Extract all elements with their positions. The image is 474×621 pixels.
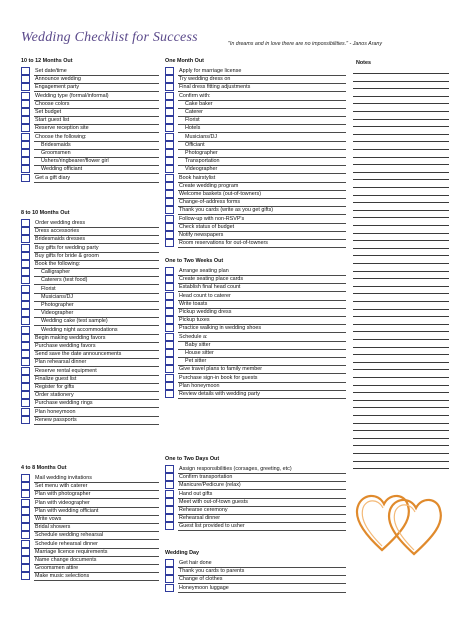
checkbox[interactable] — [21, 482, 30, 490]
checkbox[interactable] — [165, 206, 174, 214]
notes-line[interactable] — [353, 445, 449, 446]
checkbox[interactable] — [165, 324, 174, 332]
checkbox[interactable] — [21, 124, 30, 132]
checklist-item-label: Bridesmaids — [41, 141, 71, 148]
checkbox[interactable] — [165, 83, 174, 91]
checklist-item-label: Groomsmen — [41, 150, 71, 156]
checklist-item-label: Schedule wedding rehearsal — [35, 532, 104, 539]
checklist-item-label: Reserve rental equipment — [35, 367, 97, 374]
checkbox[interactable] — [21, 515, 30, 523]
checklist-item-label: Follow-up with non-RSVP's — [179, 215, 245, 222]
checkbox[interactable] — [165, 292, 174, 300]
checkbox[interactable] — [165, 92, 174, 100]
item-underline — [34, 580, 159, 581]
item-underline — [178, 592, 346, 593]
checklist-item-label: Photographer — [185, 150, 218, 156]
section-heading: One Month Out — [165, 58, 204, 64]
checkbox[interactable] — [21, 531, 30, 539]
checklist-item-label: Write toasts — [179, 300, 208, 307]
checklist-item-label: Florist — [185, 117, 200, 124]
checklist-item-label: Apply for marriage license — [179, 68, 242, 74]
checklist-item-label: Marriage licence requirements — [35, 548, 108, 555]
checklist-item-label: Purchase sign-in book for guests — [179, 374, 258, 381]
checklist-item-label: Buy gifts for wedding party — [35, 244, 99, 251]
checklist-item-label: Plan with videographer — [35, 499, 90, 506]
checkbox[interactable] — [21, 268, 30, 276]
checklist-item-label: Groomsmen attire — [35, 565, 79, 572]
checkbox[interactable] — [21, 548, 30, 556]
checklist-item-label: Choose the following: — [35, 133, 87, 140]
checklist-item-label: Thank you cards (write as you get gifts) — [179, 207, 274, 214]
checklist-item — [165, 522, 347, 531]
checkbox[interactable] — [165, 514, 174, 522]
section-heading: Wedding Day — [165, 550, 200, 556]
checklist-item-label: Set budget — [35, 109, 62, 115]
notes-line[interactable] — [353, 88, 449, 89]
notes-line[interactable] — [353, 286, 449, 287]
checklist-item-label: Schedule rehearsal dinner — [35, 540, 98, 547]
checklist-item-label: Wedding type (formal/informal) — [35, 92, 109, 99]
notes-line[interactable] — [353, 385, 449, 386]
checklist-item-label: Order wedding dress — [35, 220, 86, 226]
checklist-item-label: Officiant — [185, 141, 205, 148]
checkbox[interactable] — [165, 465, 174, 473]
notes-line[interactable] — [353, 149, 449, 150]
notes-line[interactable] — [353, 324, 449, 325]
checkbox[interactable] — [21, 108, 30, 116]
checkbox[interactable] — [21, 358, 30, 366]
checklist-item-label: Create seating place cards — [179, 276, 244, 283]
notes-line[interactable] — [353, 126, 449, 127]
checkbox[interactable] — [165, 522, 174, 530]
two-hearts-icon — [352, 472, 452, 562]
checkbox[interactable] — [165, 382, 174, 390]
notes-line[interactable] — [353, 202, 449, 203]
checklist-item-label: Purchase wedding favors — [35, 343, 96, 349]
checkbox[interactable] — [165, 108, 174, 116]
checklist-item-label: Welcome baskets (out-of-towners) — [179, 191, 261, 197]
checklist-item-label: Name change documents — [35, 557, 97, 563]
checkbox[interactable] — [165, 100, 174, 108]
checkbox[interactable] — [165, 267, 174, 275]
section-heading: 8 to 10 Months Out — [21, 210, 70, 216]
checklist-item — [165, 584, 347, 593]
checkbox[interactable] — [165, 341, 174, 349]
checklist-item-label: Manicure/Pedicure (relax) — [179, 482, 241, 489]
checkbox[interactable] — [21, 383, 30, 391]
checkbox[interactable] — [165, 174, 174, 182]
checklist-item — [21, 572, 160, 581]
checkbox[interactable] — [165, 215, 174, 223]
checklist-item-label: Begin making wedding favors — [35, 334, 106, 341]
notes-line[interactable] — [353, 369, 449, 370]
checklist-item-label: Reserve reception site — [35, 125, 89, 132]
checklist-item-label: Create wedding program — [179, 182, 239, 189]
checklist-item-label: Videographer — [41, 310, 74, 317]
checklist-item-label: Caterers (test food) — [41, 277, 88, 284]
checklist-item-label: Plan rehearsal dinner — [35, 359, 87, 366]
checkbox[interactable] — [21, 317, 30, 325]
notes-line[interactable] — [353, 263, 449, 264]
checklist-item-label: Purchase wedding rings — [35, 400, 93, 407]
checklist-item-label: Ushers/ringbearer/flower girl — [41, 158, 109, 165]
checklist-item-label: Plan with photographer — [35, 491, 91, 498]
checklist-item-label: Schedule a: — [179, 333, 208, 340]
checklist-item-label: Pickup wedding dress — [179, 309, 232, 315]
notes-line[interactable] — [353, 438, 449, 439]
checkbox[interactable] — [21, 227, 30, 235]
checklist-item-label: Get a gift diary — [35, 174, 71, 181]
checkbox[interactable] — [21, 367, 30, 375]
notes-line[interactable] — [353, 217, 449, 218]
checkbox[interactable] — [21, 399, 30, 407]
checkbox[interactable] — [21, 149, 30, 157]
checklist-item — [21, 416, 160, 425]
checkbox[interactable] — [165, 149, 174, 157]
checkbox[interactable] — [21, 235, 30, 243]
checkbox[interactable] — [165, 198, 174, 206]
checklist-item-label: Bridal showers — [35, 524, 71, 531]
checkbox[interactable] — [21, 375, 30, 383]
notes-line[interactable] — [353, 453, 449, 454]
checklist-item-label: Review details with wedding party — [179, 391, 260, 397]
notes-line[interactable] — [353, 172, 449, 173]
checkbox[interactable] — [165, 165, 174, 173]
page-title: Wedding Checklist for Success — [21, 30, 198, 45]
notes-line[interactable] — [353, 461, 449, 462]
checklist-item-label: Arrange seating plan — [179, 268, 229, 274]
checklist-item-label: Videographer — [185, 166, 218, 173]
checklist-item-label: Thank you cards to parents — [179, 568, 245, 575]
checklist-item-label: Confirm transportation — [179, 474, 233, 481]
checklist-item-label: Transportation — [185, 158, 220, 165]
checklist-item — [21, 174, 160, 183]
checkbox[interactable] — [165, 349, 174, 357]
checkbox[interactable] — [165, 365, 174, 373]
checklist-item-label: Cake baker — [185, 100, 213, 107]
checkbox[interactable] — [21, 92, 30, 100]
checkbox[interactable] — [165, 498, 174, 506]
checklist-item-label: Rehearsal dinner — [179, 515, 221, 522]
section-heading: 4 to 8 Months Out — [21, 465, 67, 471]
notes-line[interactable] — [353, 331, 449, 332]
checkbox[interactable] — [165, 567, 174, 575]
checkbox[interactable] — [21, 474, 30, 482]
section-heading: 10 to 12 Months Out — [21, 58, 73, 64]
notes-line[interactable] — [353, 81, 449, 82]
checklist-item-label: Change of clothes — [179, 576, 223, 583]
notes-line[interactable] — [353, 119, 449, 120]
checkbox[interactable] — [165, 308, 174, 316]
notes-line[interactable] — [353, 210, 449, 211]
checkbox[interactable] — [21, 326, 30, 334]
checklist-item-label: Dress accessories — [35, 228, 80, 235]
checkbox[interactable] — [21, 391, 30, 399]
item-underline — [34, 182, 159, 183]
checklist-item-label: Head count to caterer — [179, 292, 231, 299]
checkbox[interactable] — [21, 490, 30, 498]
checklist-item-label: Send save the date announcements — [35, 351, 122, 358]
notes-line[interactable] — [353, 347, 449, 348]
notes-line[interactable] — [353, 195, 449, 196]
checkbox[interactable] — [21, 556, 30, 564]
checklist-item-label: Try wedding dress on — [179, 76, 231, 83]
checkbox[interactable] — [165, 116, 174, 124]
checklist-item-label: Book the following: — [35, 261, 81, 267]
notes-line[interactable] — [353, 103, 449, 104]
checklist-item-label: Bridesmaids dresses — [35, 236, 86, 243]
checklist-item-label: Pickup tuxes — [179, 317, 210, 324]
checklist-item-label: Set menu with caterer — [35, 483, 88, 490]
checkbox[interactable] — [21, 572, 30, 580]
checkbox[interactable] — [165, 283, 174, 291]
checkbox[interactable] — [21, 293, 30, 301]
checklist-item-label: Honeymoon luggage — [179, 584, 229, 591]
checklist-item-label: Book hairstylist — [179, 174, 216, 181]
notes-line[interactable] — [353, 309, 449, 310]
checkbox[interactable] — [21, 260, 30, 268]
checkbox[interactable] — [21, 100, 30, 108]
checkbox[interactable] — [21, 507, 30, 515]
checkbox[interactable] — [165, 333, 174, 341]
notes-line[interactable] — [353, 187, 449, 188]
notes-heading: Notes — [356, 60, 371, 66]
checkbox[interactable] — [165, 374, 174, 382]
checkbox[interactable] — [21, 174, 30, 182]
checklist-item-label: Make music selections — [35, 573, 90, 580]
checkbox[interactable] — [21, 350, 30, 358]
checkbox[interactable] — [165, 133, 174, 141]
notes-line[interactable] — [353, 354, 449, 355]
notes-line[interactable] — [353, 255, 449, 256]
checklist-item-label: Calligrapher — [41, 269, 71, 276]
checkbox[interactable] — [165, 490, 174, 498]
checkbox[interactable] — [21, 219, 30, 227]
notes-line[interactable] — [353, 134, 449, 135]
checkbox[interactable] — [21, 165, 30, 173]
checklist-item-label: Establish final head count — [179, 284, 241, 291]
checklist-item-label: Musicians/DJ — [185, 133, 218, 140]
notes-line[interactable] — [353, 423, 449, 424]
checkbox[interactable] — [21, 334, 30, 342]
notes-line[interactable] — [353, 392, 449, 393]
notes-line[interactable] — [353, 400, 449, 401]
checklist-item-label: Wedding cake (test sample) — [41, 318, 108, 325]
checkbox[interactable] — [21, 342, 30, 350]
checklist-item-label: Set date/time — [35, 68, 67, 74]
checklist-item-label: Plan with wedding officiant — [35, 507, 99, 514]
notes-line[interactable] — [353, 430, 449, 431]
checklist-item — [165, 390, 347, 399]
notes-line[interactable] — [353, 179, 449, 180]
checkbox[interactable] — [21, 67, 30, 75]
checkbox[interactable] — [21, 540, 30, 548]
notes-line[interactable] — [353, 415, 449, 416]
notes-line[interactable] — [353, 407, 449, 408]
item-underline — [178, 398, 346, 399]
notes-line[interactable] — [353, 248, 449, 249]
checklist-item-label: Register for gifts — [35, 384, 75, 390]
checkbox[interactable] — [165, 481, 174, 489]
checklist-item-label: Mail wedding invitations — [35, 475, 92, 481]
checklist-item-label: Caterer — [185, 109, 203, 115]
checklist-item-label: Check status of budget — [179, 223, 235, 230]
checklist-item-label: Finalize guest list — [35, 375, 77, 382]
checkbox[interactable] — [21, 83, 30, 91]
checklist-item-label: Notify newspapers — [179, 232, 224, 238]
checkbox[interactable] — [21, 244, 30, 252]
checklist-item-label: Musicians/DJ — [41, 293, 74, 300]
checkbox[interactable] — [21, 141, 30, 149]
section-heading: One to Two Days Out — [165, 456, 220, 462]
checkbox[interactable] — [165, 390, 174, 398]
item-underline — [34, 424, 159, 425]
checkbox[interactable] — [21, 301, 30, 309]
checkbox[interactable] — [165, 559, 174, 567]
checkbox[interactable] — [21, 116, 30, 124]
checklist-item-label: Write vows — [35, 516, 62, 522]
checkbox[interactable] — [21, 276, 30, 284]
checklist-item-label: Confirm with: — [179, 92, 211, 99]
checklist-item-label: Final dress fitting adjustments — [179, 84, 251, 91]
checkbox[interactable] — [165, 223, 174, 231]
checkbox[interactable] — [165, 584, 174, 592]
notes-line[interactable] — [353, 164, 449, 165]
checklist-item-label: Give travel plans to family member — [179, 366, 262, 373]
notes-line[interactable] — [353, 377, 449, 378]
checklist-item-label: Announce wedding — [35, 76, 81, 83]
checklist-item-label: Meet with out-of-town guests — [179, 498, 248, 505]
checklist-item-label: Change-of-address forms — [179, 199, 241, 206]
notes-line[interactable] — [353, 468, 449, 469]
checklist-item-label: Hand out gifts — [179, 490, 213, 497]
checkbox[interactable] — [165, 141, 174, 149]
checkbox[interactable] — [165, 190, 174, 198]
checkbox[interactable] — [165, 275, 174, 283]
checklist-item-label: Wedding officiant — [41, 166, 83, 173]
checklist-item-label: Florist — [41, 285, 56, 292]
notes-line[interactable] — [353, 225, 449, 226]
notes-line[interactable] — [353, 301, 449, 302]
checkbox[interactable] — [21, 408, 30, 416]
checkbox[interactable] — [165, 473, 174, 481]
checklist-item-label: Start guest list — [35, 117, 70, 124]
checklist-item-label: Plan honeymoon — [179, 382, 220, 389]
notes-line[interactable] — [353, 96, 449, 97]
checklist-item-label: Wedding night accommodations — [41, 326, 118, 333]
checklist-item-label: Pet sitter — [185, 358, 207, 365]
checklist-item-label: Baby sitter — [185, 341, 211, 348]
checklist-item — [165, 239, 347, 248]
checkbox[interactable] — [165, 157, 174, 165]
notes-line[interactable] — [353, 316, 449, 317]
checklist-item-label: Practice walking in wedding shoes — [179, 325, 262, 332]
checkbox[interactable] — [165, 124, 174, 132]
checkbox[interactable] — [21, 252, 30, 260]
checkbox[interactable] — [21, 416, 30, 424]
checkbox[interactable] — [165, 300, 174, 308]
notes-line[interactable] — [353, 233, 449, 234]
checklist-item-label: Hotels — [185, 125, 201, 132]
checklist-item-label: Buy gifts for bride & groom — [35, 252, 99, 259]
checkbox[interactable] — [21, 309, 30, 317]
checkbox[interactable] — [165, 575, 174, 583]
checkbox[interactable] — [165, 231, 174, 239]
checkbox[interactable] — [165, 67, 174, 75]
checklist-item-label: Assign responsibilities (corsages, greeting, etc) — [179, 466, 292, 472]
checkbox[interactable] — [21, 133, 30, 141]
checkbox[interactable] — [165, 239, 174, 247]
checklist-item-label: Plan honeymoon — [35, 408, 76, 415]
checkbox[interactable] — [21, 499, 30, 507]
item-underline — [178, 247, 346, 248]
page-quote: "In dreams and in love there are no impossibilities." - Janos Arany — [228, 41, 383, 47]
checklist-item-label: House sitter — [185, 350, 214, 356]
checkbox[interactable] — [21, 157, 30, 165]
notes-line[interactable] — [353, 141, 449, 142]
checklist-item-label: Renew passports — [35, 416, 77, 423]
checklist-item-label: Choose colors — [35, 100, 70, 107]
notes-line[interactable] — [353, 73, 449, 74]
item-underline — [178, 530, 346, 531]
checkbox[interactable] — [21, 75, 30, 83]
notes-line[interactable] — [353, 157, 449, 158]
notes-line[interactable] — [353, 240, 449, 241]
notes-line[interactable] — [353, 271, 449, 272]
checkbox[interactable] — [21, 523, 30, 531]
notes-line[interactable] — [353, 293, 449, 294]
notes-line[interactable] — [353, 339, 449, 340]
checklist-item-label: Engagement party — [35, 84, 80, 91]
checkbox[interactable] — [165, 182, 174, 190]
checkbox[interactable] — [165, 357, 174, 365]
checkbox[interactable] — [165, 506, 174, 514]
checklist-item-label: Order stationery — [35, 392, 74, 399]
notes-line[interactable] — [353, 278, 449, 279]
checklist-item-label: Get hair done — [179, 560, 212, 566]
notes-line[interactable] — [353, 362, 449, 363]
checkbox[interactable] — [21, 285, 30, 293]
checklist-item-label: Room reservations for out-of-towners — [179, 240, 268, 247]
checklist-item-label: Guest list provided to usher — [179, 523, 245, 530]
checkbox[interactable] — [21, 564, 30, 572]
checklist-item-label: Rehearse ceremony — [179, 507, 228, 513]
checkbox[interactable] — [165, 75, 174, 83]
checkbox[interactable] — [165, 316, 174, 324]
section-heading: One to Two Weeks Out — [165, 258, 224, 264]
checklist-item-label: Photographer — [41, 302, 74, 308]
notes-line[interactable] — [353, 111, 449, 112]
